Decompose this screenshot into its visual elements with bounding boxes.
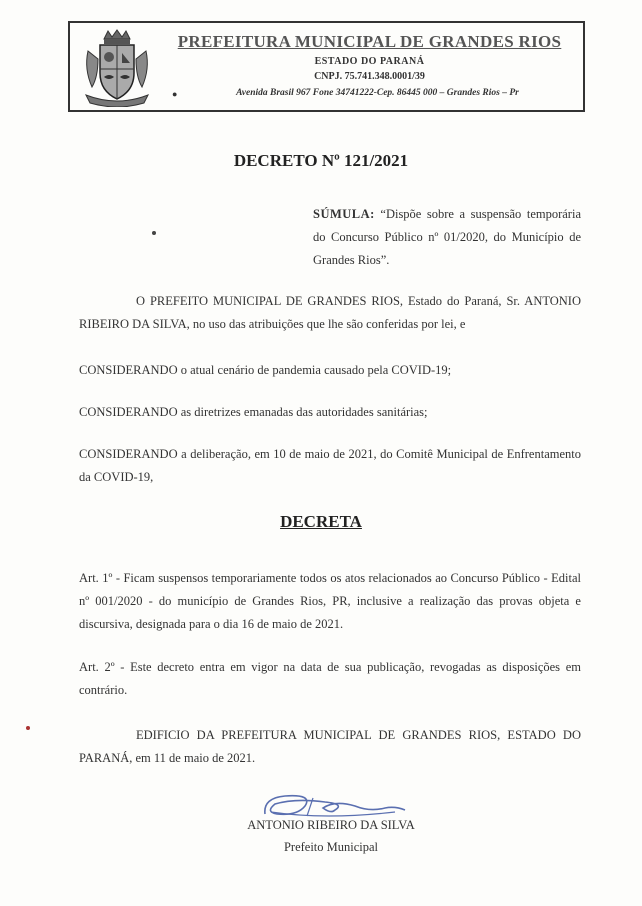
letterhead (68, 21, 585, 112)
cnpj-line: CNPJ. 75.741.348.0001/39 (314, 71, 425, 82)
sumula-text: “Dispõe sobre a suspensão temporária do Concurso Público nº 01/2020, do Município de Grandes Rios”. (313, 207, 581, 267)
bullet-icon: ● (172, 89, 178, 99)
decreta-heading: DECRETA (280, 512, 362, 531)
closing-place-date: EDIFICIO DA PREFEITURA MUNICIPAL DE GRANDES RIOS, ESTADO DO PARANÁ, em 11 de maio de 2021. (79, 728, 581, 765)
state-line: ESTADO DO PARANÁ (314, 56, 425, 67)
scan-speck (26, 726, 30, 730)
scan-speck (152, 231, 156, 235)
sumula-block (313, 203, 581, 272)
signatory-name: ANTONIO RIBEIRO DA SILVA (247, 818, 415, 832)
considerando-2: CONSIDERANDO as diretrizes emanadas das autoridades sanitárias; (79, 405, 428, 419)
signatory-role: Prefeito Municipal (283, 840, 379, 854)
sumula-label: SÚMULA: (313, 207, 375, 221)
considerando-1: CONSIDERANDO o atual cenário de pandemia causado pela COVID-19; (79, 363, 452, 377)
considerando-3: CONSIDERANDO a deliberação, em 10 de maio de 2021, do Comitê Municipal de Enfrentamento da COVID-19, (79, 447, 581, 484)
coat-of-arms-icon (82, 29, 152, 107)
preamble: O PREFEITO MUNICIPAL DE GRANDES RIOS, Estado do Paraná, Sr. ANTONIO RIBEIRO DA SILVA, no uso das atribuições que lhe são conferidas por lei, e (79, 294, 581, 331)
article-2: Art. 2º - Este decreto entra em vigor na data de sua publicação, revogadas as disposições em contrário. (79, 660, 581, 697)
decree-title: DECRETO Nº 121/2021 (233, 151, 409, 170)
municipality-title: PREFEITURA MUNICIPAL DE GRANDES RIOS (177, 32, 562, 51)
address-line: Avenida Brasil 967 Fone 34741222-Cep. 86445 000 – Grandes Rios – Pr (236, 88, 519, 98)
article-1: Art. 1º - Ficam suspensos temporariamente todos os atos relacionados ao Concurso Público - Edital nº 001/2020 - do município de Grandes Rios, PR, inclusive a realização das provas objeta e discursiva, designada para o dia 16 de maio de 2021. (79, 571, 581, 631)
